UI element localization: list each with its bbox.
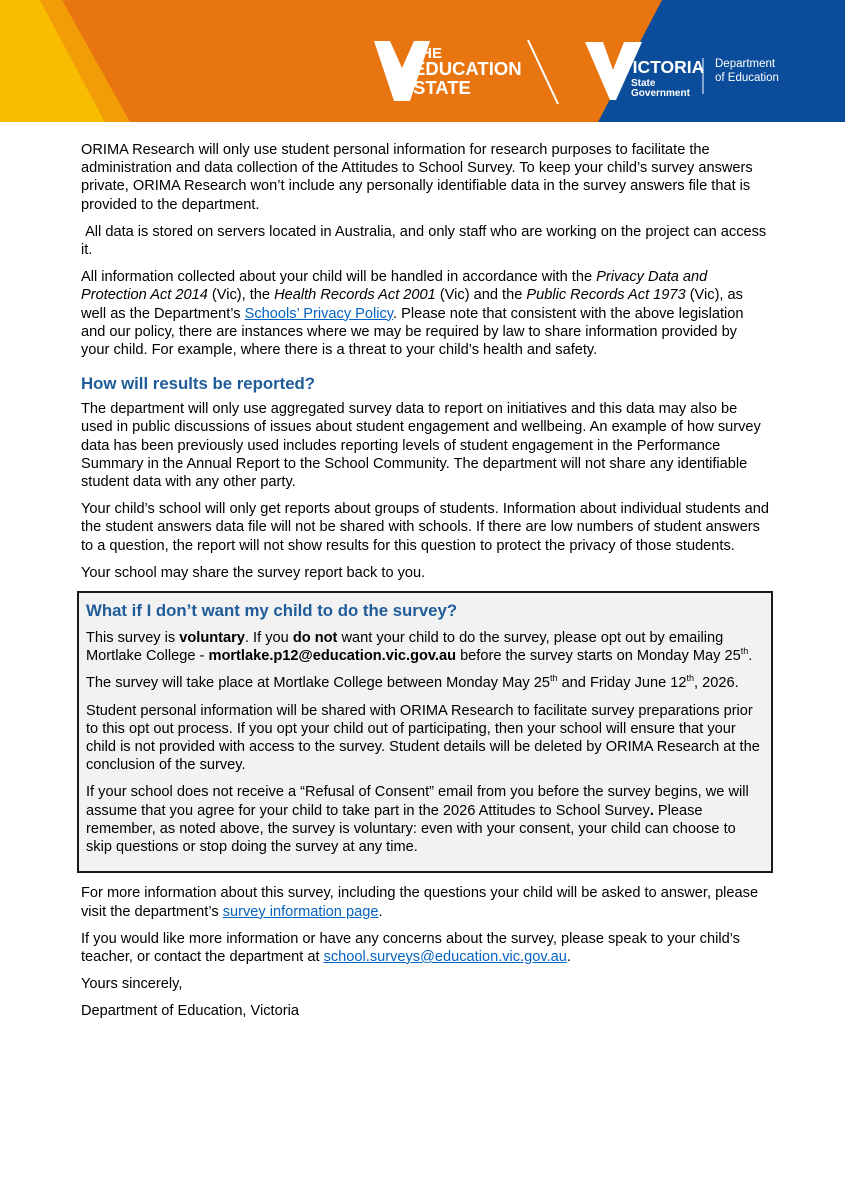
sign-off: Yours sincerely,: [81, 976, 183, 993]
paragraph-refusal-of-consent: [86, 783, 764, 856]
voluntary-text-4: before the survey starts on Monday May 25: [456, 648, 741, 665]
more-info-text-1: For more information about this survey, including the questions your child will be asked to answer, please visit the department’s: [81, 885, 759, 920]
ordinal-suffix: th: [686, 673, 695, 684]
school-surveys-email-link[interactable]: school.surveys@education.vic.gov.au: [323, 948, 567, 965]
privacy-text-3: (Vic) and the: [435, 287, 527, 304]
public-records-act-title: Public Records Act 1973: [526, 287, 686, 304]
paragraph-school-reports: Your child’s school will only get reports about groups of students. Information about individual students and the student answers data file will not be shared with schools. If there are low numbers of student answers to a question, the report will not show results for this question to protect the privacy of those students.: [81, 501, 769, 554]
voluntary-text-2: . If you: [244, 630, 293, 647]
dates-text-1: The survey will take place at Mortlake College between Monday May 25: [86, 675, 550, 692]
dates-text-3: , 2026.: [694, 675, 739, 692]
schools-privacy-policy-link[interactable]: Schools’ Privacy Policy: [244, 305, 394, 322]
consent-text-1: If your school does not receive a “Refusal of Consent” email from you before the survey begins, we will assume that you agree for your child to take part in the 2026 Attitudes to School Survey: [86, 784, 749, 819]
vic-victoria: VICTORIA: [621, 57, 705, 77]
paragraph-share-report: Your school may share the survey report back to you.: [81, 564, 426, 581]
voluntary-text-5: .: [748, 648, 753, 665]
header-banner: [0, 0, 845, 122]
concerns-text-2: .: [566, 948, 571, 965]
heading-opt-out: What if I don’t want my child to do the survey?: [86, 601, 458, 621]
paragraph-more-information: [81, 884, 769, 920]
privacy-act-title: Privacy Data and Protection Act 2014: [81, 269, 708, 304]
privacy-text-4: (Vic), as well as the Department’s: [81, 287, 743, 322]
paragraph-concerns: [81, 930, 769, 966]
paragraph-voluntary: [86, 629, 764, 665]
concerns-text-1: If you would like more information or have any concerns about the survey, please speak to your child’s teacher, or contact the department at: [81, 930, 740, 965]
do-not-bold: do not: [292, 630, 338, 647]
voluntary-bold: voluntary: [179, 630, 245, 647]
privacy-text-1: All information collected about your child will be handled in accordance with the: [81, 269, 597, 286]
paragraph-privacy-legislation: [81, 268, 769, 359]
health-records-act-title: Health Records Act 2001: [274, 287, 436, 304]
paragraph-survey-dates: [86, 674, 764, 692]
paragraph-personal-information: Student personal information will be shared with ORIMA Research to facilitate survey preparations prior to this opt out process. If you opt your child out of participating, then your school will ensure that your child is not provided with access to the survey. Student details will be deleted by ORIMA Research at the conclusion of the survey.: [86, 702, 760, 774]
logo-the: THE: [412, 45, 442, 62]
heading-results-reported: How will results be reported?: [81, 374, 316, 394]
logo-education: EDUCATION: [413, 58, 522, 79]
dates-text-2: and Friday June 12: [557, 675, 687, 692]
paragraph-data-storage: All data is stored on servers located in Australia, and only staff who are working on the project can access it.: [81, 223, 771, 259]
survey-information-page-link[interactable]: survey information page: [222, 903, 379, 920]
dept-line1: Department: [715, 58, 776, 70]
privacy-text-5: . Please note that consistent with the above legislation and our policy, there are instances where we may be required by law to share information provided by your child. For example, where there is a threat to your child’s health and safety.: [81, 305, 744, 359]
ordinal-suffix: th: [550, 673, 558, 684]
dept-line2: of Education: [715, 72, 779, 84]
ordinal-suffix: th: [740, 646, 749, 657]
consent-bold-period: .: [649, 802, 654, 819]
privacy-text-2: (Vic), the: [207, 287, 275, 304]
paragraph-aggregated-data: The department will only use aggregated survey data to report on initiatives and this data may also be used in public discussions of issues about student engagement and wellbeing. An example of how survey data has been previously used includes reporting levels of student engagement in the Performance Summary in the Annual Report to the School Community. The department will not share any identifiable student data with any other party.: [81, 401, 761, 491]
more-info-text-2: .: [378, 903, 383, 920]
banner-graphic: [0, 0, 845, 122]
letter-body: [81, 141, 769, 1030]
voluntary-text-1: This survey is: [86, 630, 180, 647]
paragraph-data-use: ORIMA Research will only use student personal information for research purposes to facilitate the administration and data collection of the Attitudes to School Survey. To keep your child’s survey answers private, ORIMA Research won’t include any personally identifiable data in the survey answers file that is provided to the department.: [81, 142, 753, 213]
opt-out-email: mortlake.p12@education.vic.gov.au: [208, 648, 457, 665]
consent-text-2: Please remember, as noted above, the survey is voluntary: even with your consent, your child can choose to skip questions or stop doing the survey at any time.: [86, 802, 736, 856]
vic-state: State: [631, 78, 656, 89]
voluntary-text-3: want your child to do the survey, please opt out by emailing Mortlake College -: [86, 630, 724, 665]
vic-government: Government: [631, 88, 690, 99]
logo-state: STATE: [413, 77, 471, 98]
opt-out-callout-box: [77, 591, 773, 873]
signature-department: Department of Education, Victoria: [81, 1003, 299, 1020]
